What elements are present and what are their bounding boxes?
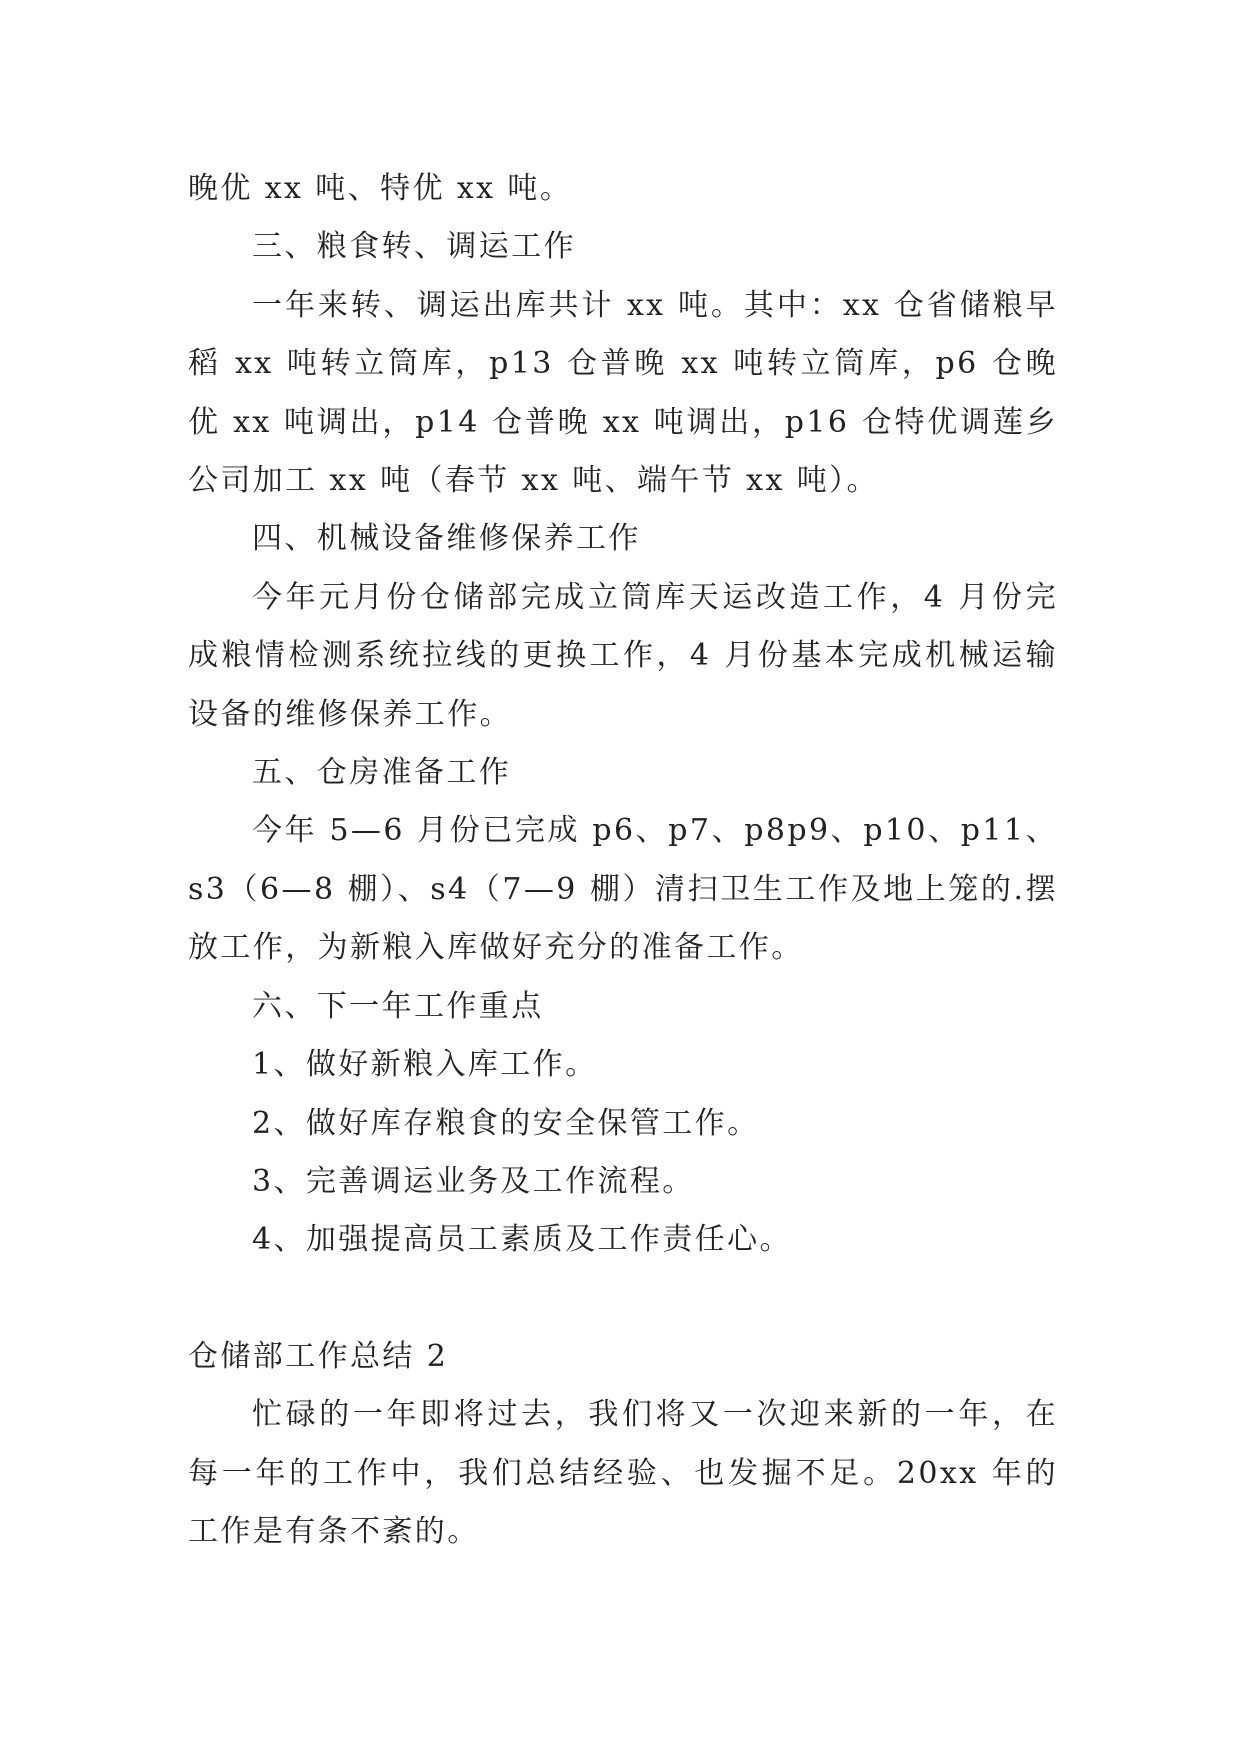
heading-next-year-focus: 六、下一年工作重点 bbox=[252, 988, 544, 1024]
paragraph-continuation: 晚优 xx 吨、特优 xx 吨。 bbox=[188, 171, 573, 206]
list-item: 1、做好新粮入库工作。 bbox=[252, 1047, 598, 1083]
list-item: 2、做好库存粮食的安全保管工作。 bbox=[252, 1105, 760, 1141]
blank-line bbox=[188, 1270, 1058, 1328]
heading-grain-transfer: 三、粮食转、调运工作 bbox=[252, 229, 576, 265]
document-body bbox=[188, 160, 1058, 1561]
section-title: 仓储部工作总结 2 bbox=[188, 1338, 449, 1374]
paragraph-intro: 忙碌的一年即将过去，我们将又一次迎来新的一年，在每一年的工作中，我们总结经验、也发掘不足。20xx 年的工作是有条不紊的。 bbox=[188, 1397, 1058, 1549]
paragraph-equipment-maintenance: 今年元月份仓储部完成立筒库天运改造工作，4 月份完成粮情检测系统拉线的更换工作，4 月份基本完成机械运输设备的维修保养工作。 bbox=[188, 579, 1058, 732]
list-item: 4、加强提高员工素质及工作责任心。 bbox=[252, 1222, 792, 1258]
heading-equipment-maintenance: 四、机械设备维修保养工作 bbox=[252, 521, 641, 557]
paragraph-grain-transfer: 一年来转、调运出库共计 xx 吨。其中：xx 仓省储粮早稻 xx 吨转立筒库，p13 仓普晚 xx 吨转立筒库，p6 仓晚优 xx 吨调出，p14 仓普晚 xx 吨调出，p16 仓特优调莲乡公司加工 xx 吨（春节 xx 吨、端午节 xx 吨）。 bbox=[188, 287, 1058, 499]
paragraph-warehouse-preparation: 今年 5—6 月份已完成 p6、p7、p8p9、p10、p11、s3（6—8 棚）、s4（7—9 棚）清扫卫生工作及地上笼的.摆放工作，为新粮入库做好充分的准备工作。 bbox=[188, 813, 1058, 966]
list-item: 3、完善调运业务及工作流程。 bbox=[252, 1163, 695, 1199]
heading-warehouse-preparation: 五、仓房准备工作 bbox=[252, 755, 512, 791]
